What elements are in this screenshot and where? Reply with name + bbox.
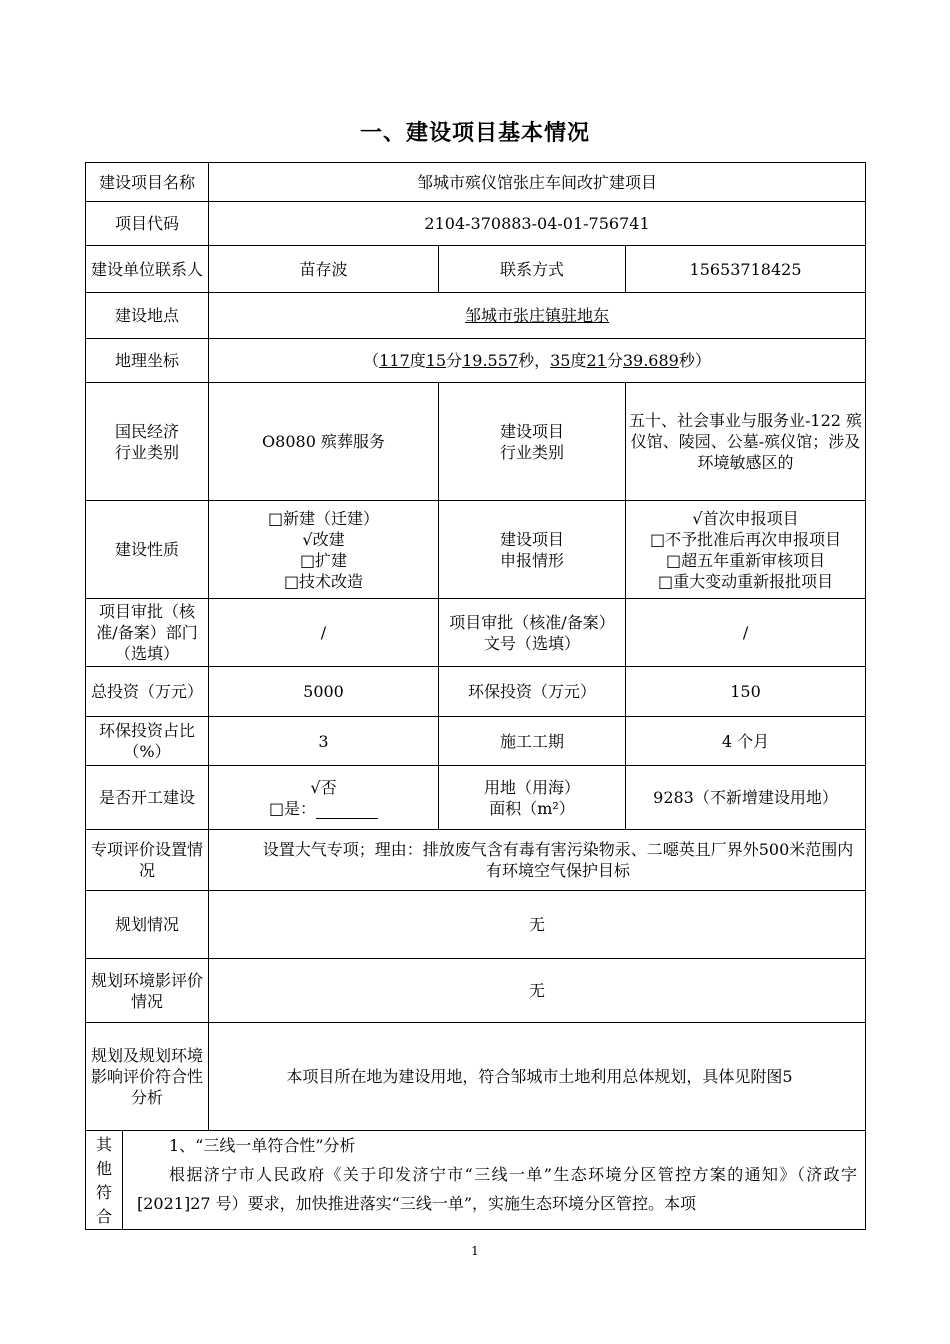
other-conformity-body: [123, 1131, 865, 1229]
section-heading: 1、“三线一单符合性”分析: [169, 1136, 356, 1155]
declare-label: [439, 501, 626, 599]
other-conformity-cell: [86, 1131, 866, 1230]
row-label-planning-eia: 规划环境影评价情况: [86, 959, 209, 1023]
table-row: [86, 246, 866, 293]
row-label-planning-conformity: 规划及规划环境影响评价符合性分析: [86, 1023, 209, 1131]
ratio-value: 3: [209, 717, 439, 766]
label-line: 国民经济: [114, 421, 179, 441]
table-row: [86, 891, 866, 959]
duration-value: 4 个月: [626, 717, 866, 766]
row-label-started: 是否开工建设: [86, 766, 209, 830]
nature-options: [209, 501, 439, 599]
page-number: 1: [471, 1244, 479, 1258]
nature-option-tech: □技术改造: [283, 571, 364, 591]
deg-unit: 度: [570, 351, 587, 370]
declare-option-first: √首次申报项目: [692, 508, 799, 528]
blank-line: [316, 802, 378, 819]
min-unit: 分: [446, 351, 463, 370]
row-label-nature: 建设性质: [86, 501, 209, 599]
project-industry-value: 五十、社会事业与服务业-122 殡仪馆、陵园、公墓-殡仪馆；涉及环境敏感区的: [626, 383, 866, 501]
table-row: [86, 501, 866, 599]
planning-value: 无: [209, 891, 866, 959]
label-line: 行业类别: [114, 442, 179, 462]
section-paragraph: 根据济宁市人民政府《关于印发济宁市“三线一单”生态环境分区管控方案的通知》（济政字[2021]27 号）要求，加快推进落实“三线一单”，实施生态环境分区管控。本项: [137, 1165, 858, 1213]
row-label-contact: 建设单位联系人: [86, 246, 209, 293]
env-investment-value: 150: [626, 667, 866, 717]
planning-eia-value: 无: [209, 959, 866, 1023]
approval-doc-label: 项目审批（核准/备案）文号（选填）: [439, 599, 626, 667]
planning-conformity-value: 本项目所在地为建设用地，符合邹城市土地利用总体规划，具体见附图5: [209, 1023, 866, 1131]
project-code-value: 2104-370883-04-01-756741: [209, 202, 866, 246]
row-label-special: 专项评价设置情况: [86, 830, 209, 891]
approval-dept-value: /: [209, 599, 439, 667]
table-row: [86, 163, 866, 202]
land-area-value: 9283（不新增建设用地）: [626, 766, 866, 830]
row-label-ratio: 环保投资占比（%）: [86, 717, 209, 766]
project-info-table: [85, 162, 866, 1230]
declare-option-review: □超五年重新审核项目: [665, 550, 826, 570]
nature-option-expand: □扩建: [299, 550, 348, 570]
nature-option-rebuild: √改建: [302, 529, 345, 549]
lon-deg: 117: [379, 351, 410, 370]
started-options: [209, 766, 439, 830]
table-row: [86, 599, 866, 667]
label-char: 他: [95, 1159, 112, 1178]
row-label-coords: 地理坐标: [86, 339, 209, 383]
project-name-value: 邹城市殡仪馆张庄车间改扩建项目: [209, 163, 866, 202]
approval-doc-value: /: [626, 599, 866, 667]
table-row: [86, 293, 866, 339]
started-option-no: √否: [310, 777, 337, 797]
contact-value: 苗存波: [209, 246, 439, 293]
nature-option-new: □新建（迁建）: [267, 508, 380, 528]
table-row: [86, 717, 866, 766]
table-row: [86, 959, 866, 1023]
lon-sec: 19.557: [462, 351, 519, 370]
sec-unit: 秒，: [518, 351, 551, 370]
table-row: [86, 339, 866, 383]
table-row: [86, 1023, 866, 1131]
project-industry-label: [439, 383, 626, 501]
label-char: 符: [95, 1183, 112, 1202]
coords-open: （: [363, 351, 380, 370]
min-unit: 分: [606, 351, 623, 370]
special-value: 设置大气专项；理由：排放废气含有毒有害污染物汞、二噁英且厂界外500米范围内有环境空气保护目标: [209, 830, 866, 891]
table-row: [86, 830, 866, 891]
table-row: [86, 667, 866, 717]
page-title: 一、建设项目基本情况: [359, 121, 590, 146]
lon-min: 15: [425, 351, 447, 370]
lat-sec: 39.689: [622, 351, 679, 370]
row-label-project-name: 建设项目名称: [86, 163, 209, 202]
env-investment-label: 环保投资（万元）: [439, 667, 626, 717]
label-line: 面积（m²）: [489, 798, 575, 818]
table-row: [86, 383, 866, 501]
duration-label: 施工工期: [439, 717, 626, 766]
land-area-label: [439, 766, 626, 830]
row-label-approval: 项目审批（核准/备案）部门（选填）: [86, 599, 209, 667]
industry-value: O8080 殡葬服务: [209, 383, 439, 501]
table-row: [86, 766, 866, 830]
label-line: 建设项目: [499, 529, 564, 549]
contact-method-value: 15653718425: [626, 246, 866, 293]
other-conformity-label: [86, 1131, 123, 1229]
row-label-planning: 规划情况: [86, 891, 209, 959]
declare-option-resubmit: □不予批准后再次申报项目: [649, 529, 842, 549]
label-line: 行业类别: [499, 442, 564, 462]
label-line: 申报情形: [499, 550, 564, 570]
label-char: 其: [95, 1135, 112, 1154]
started-option-yes: [209, 798, 438, 819]
lat-min: 21: [586, 351, 607, 370]
declare-options: [626, 501, 866, 599]
row-label-investment: 总投资（万元）: [86, 667, 209, 717]
table-row: [86, 202, 866, 246]
location-text: 邹城市张庄镇驻地东: [465, 306, 610, 325]
row-label-project-code: 项目代码: [86, 202, 209, 246]
location-value: [209, 293, 866, 339]
started-option-yes-label: □是：: [268, 798, 317, 818]
coords-close: 秒）: [678, 351, 711, 370]
lat-deg: 35: [550, 351, 571, 370]
row-label-industry: [86, 383, 209, 501]
coords-value: [209, 339, 866, 383]
table-row: [86, 1131, 866, 1230]
investment-value: 5000: [209, 667, 439, 717]
contact-method-label: 联系方式: [439, 246, 626, 293]
label-line: 用地（用海）: [483, 777, 580, 797]
declare-option-change: □重大变动重新报批项目: [657, 571, 834, 591]
deg-unit: 度: [409, 351, 426, 370]
row-label-location: 建设地点: [86, 293, 209, 339]
label-char: 合: [95, 1207, 112, 1226]
label-line: 建设项目: [499, 421, 564, 441]
